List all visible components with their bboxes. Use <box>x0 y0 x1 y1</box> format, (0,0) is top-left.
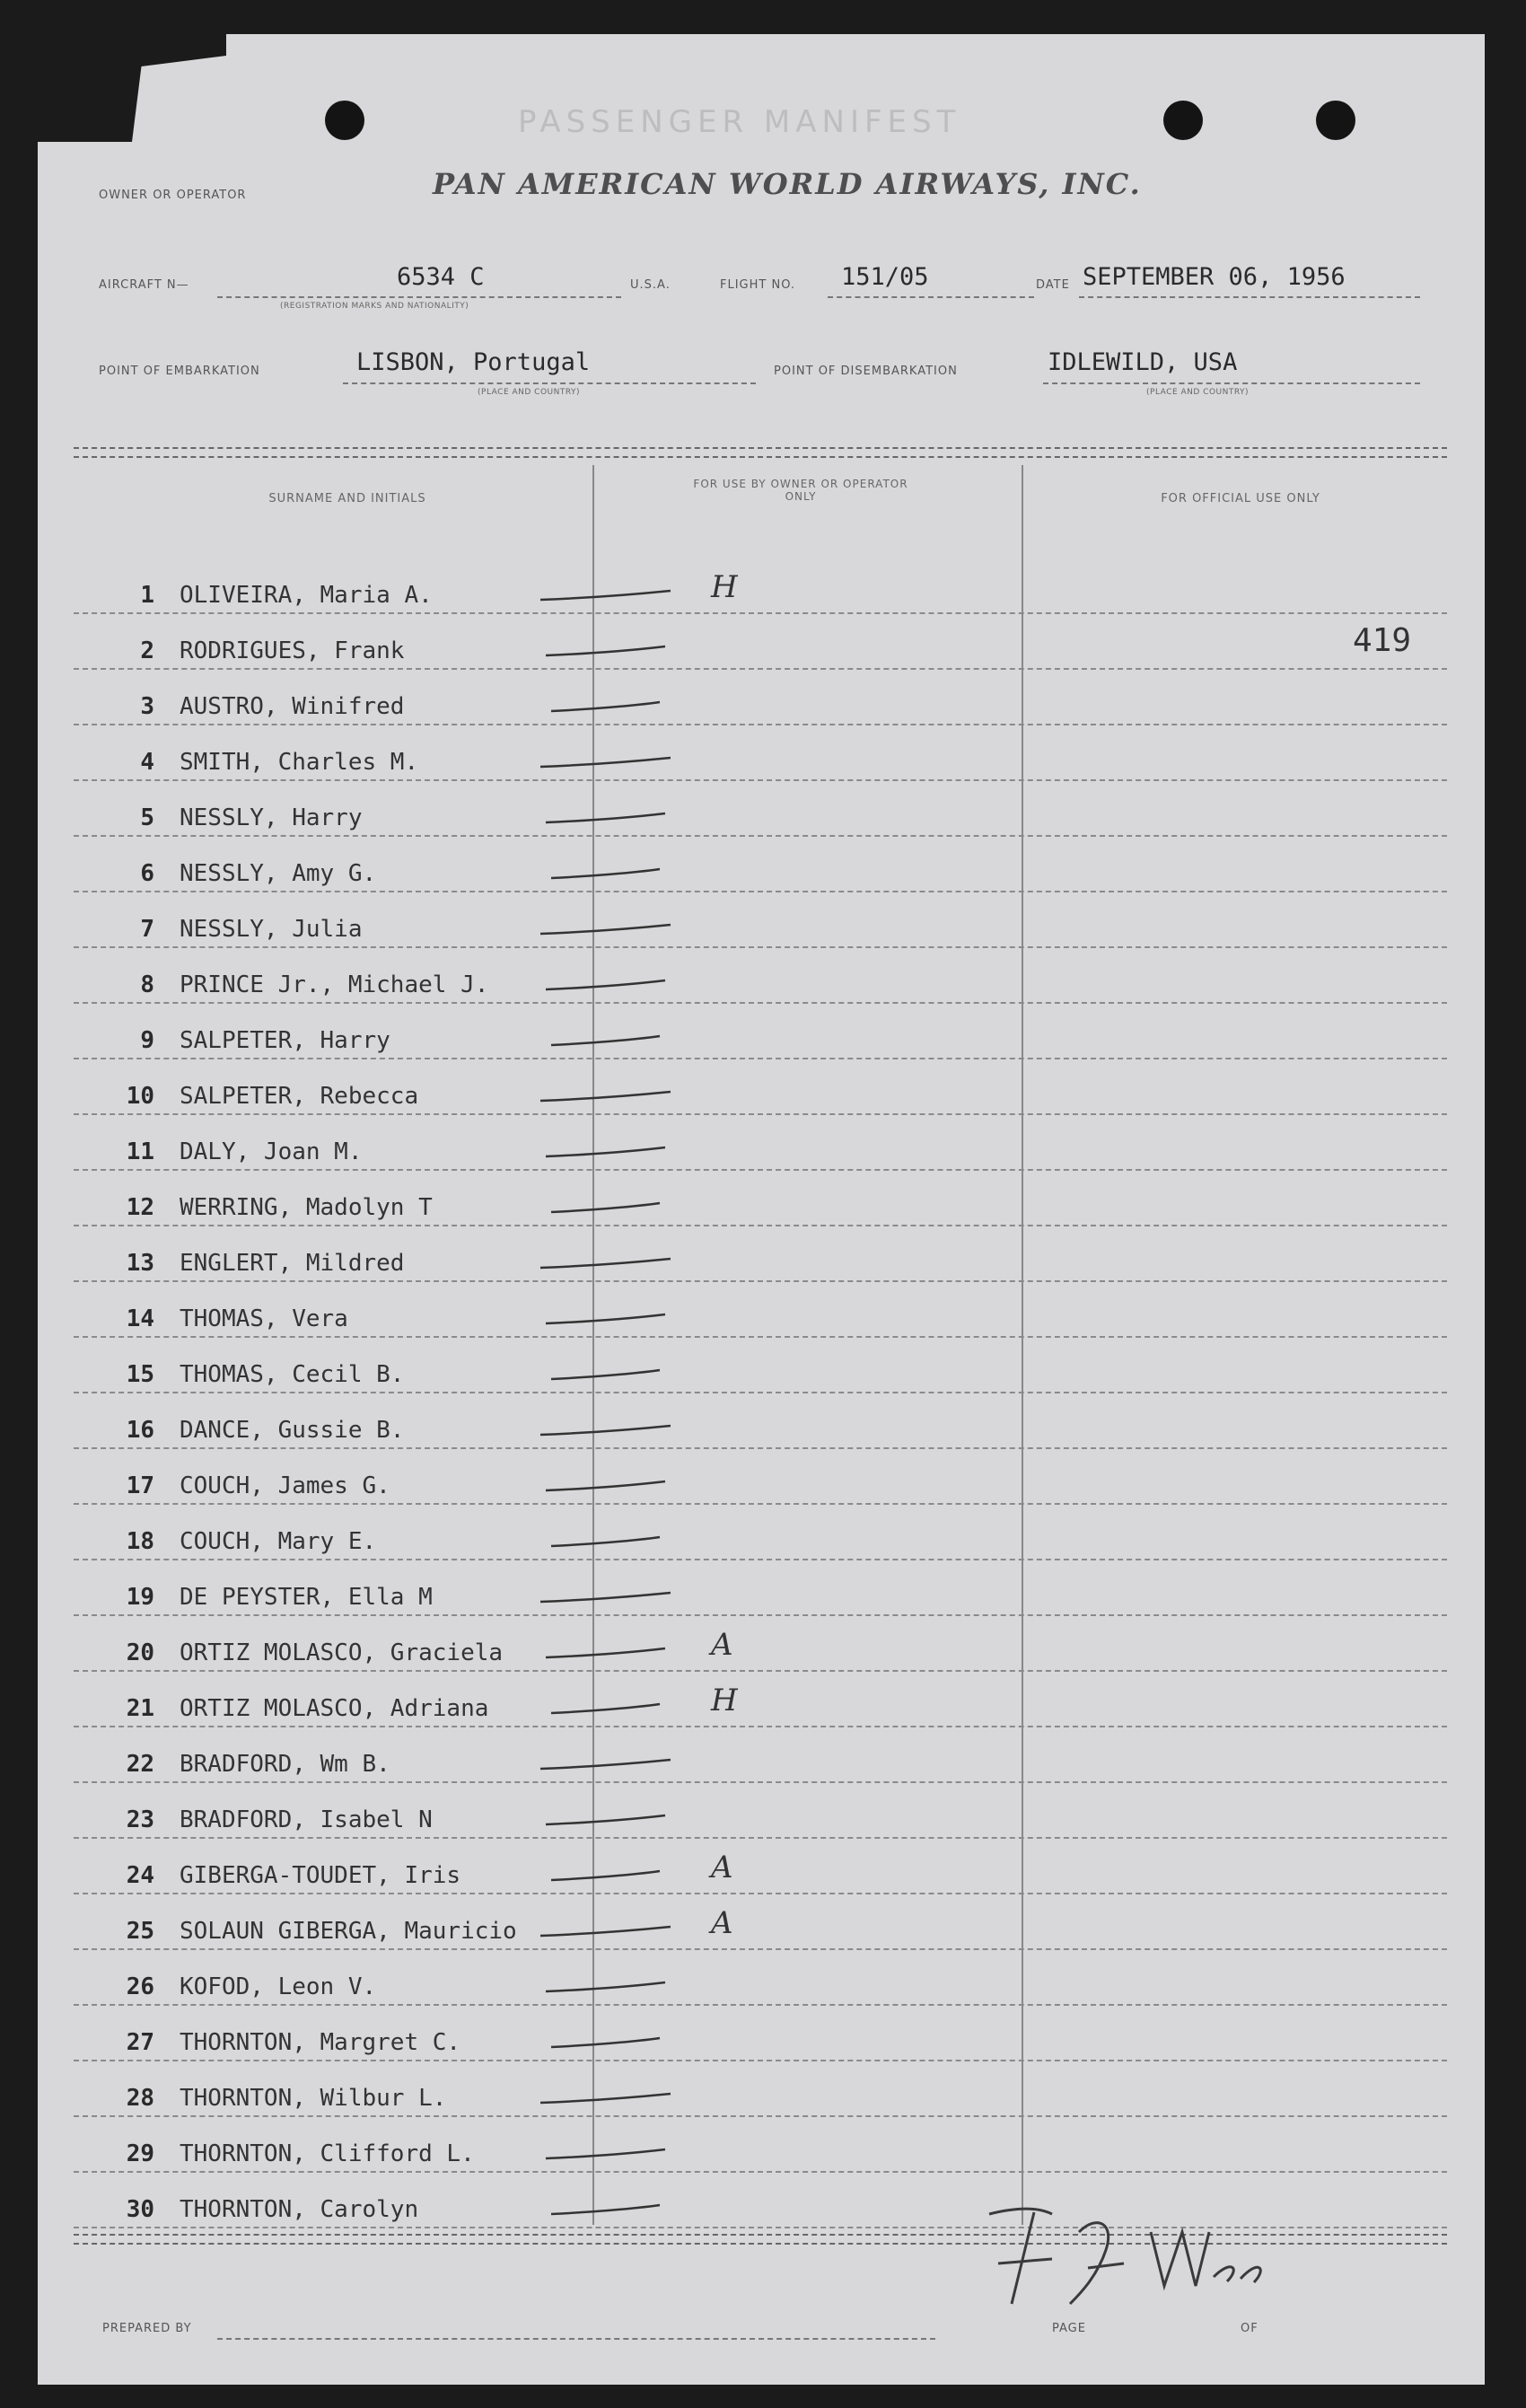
aircraft-label: AIRCRAFT N— <box>99 278 189 292</box>
check-mark <box>536 1025 715 1052</box>
table-row <box>74 557 1447 614</box>
disembark-value: IDLEWILD, USA <box>1048 348 1238 376</box>
table-row <box>74 1113 1447 1171</box>
page-label: PAGE <box>1052 2322 1086 2335</box>
check-mark <box>536 914 715 941</box>
passenger-name: SALPETER, Harry <box>180 1027 390 1054</box>
disembark-label: POINT OF DISEMBARKATION <box>774 365 958 378</box>
check-mark <box>536 580 715 607</box>
table-row <box>74 1280 1447 1338</box>
table-row <box>74 1614 1447 1672</box>
aircraft-underline <box>217 296 621 298</box>
passenger-name: OLIVEIRA, Maria A. <box>180 582 433 609</box>
row-number: 11 <box>126 1138 154 1165</box>
row-number: 23 <box>126 1806 154 1833</box>
passenger-name: SMITH, Charles M. <box>180 749 419 776</box>
row-number: 6 <box>140 860 154 887</box>
column-header-owner: FOR USE BY OWNER OR OPERATOR ONLY <box>693 478 908 503</box>
torn-corner <box>38 34 226 142</box>
passenger-name: NESSLY, Julia <box>180 916 363 943</box>
owner-annotation: H <box>711 1683 738 1718</box>
table-row <box>74 1058 1447 1115</box>
embark-label: POINT OF EMBARKATION <box>99 365 260 378</box>
row-number: 2 <box>140 637 154 664</box>
row-number: 15 <box>126 1361 154 1388</box>
check-mark <box>536 2083 715 2110</box>
check-mark <box>536 1415 715 1442</box>
row-number: 5 <box>140 804 154 831</box>
passenger-name: ENGLERT, Mildred <box>180 1250 405 1277</box>
passenger-name: THOMAS, Vera <box>180 1305 348 1332</box>
check-mark <box>536 1248 715 1275</box>
official-entry: 419 <box>1352 622 1411 659</box>
table-row <box>74 1002 1447 1059</box>
passenger-name: THORNTON, Wilbur L. <box>180 2085 447 2112</box>
check-mark <box>536 2139 715 2166</box>
passenger-name: COUCH, James G. <box>180 1472 390 1499</box>
passenger-name: KOFOD, Leon V. <box>180 1973 377 2000</box>
row-number: 24 <box>126 1862 154 1889</box>
date-value: SEPTEMBER 06, 1956 <box>1083 263 1346 291</box>
disembark-sublabel: (PLACE AND COUNTRY) <box>1146 388 1250 397</box>
passenger-name: PRINCE Jr., Michael J. <box>180 971 489 998</box>
passenger-name: BRADFORD, Wm B. <box>180 1751 390 1778</box>
row-number: 20 <box>126 1639 154 1666</box>
table-row <box>74 1392 1447 1449</box>
table-row <box>74 835 1447 892</box>
table-row <box>74 2060 1447 2117</box>
flight-value: 151/05 <box>841 263 929 291</box>
passenger-name: SALPETER, Rebecca <box>180 1083 419 1110</box>
passenger-name: COUCH, Mary E. <box>180 1528 377 1555</box>
embark-sublabel: (PLACE AND COUNTRY) <box>478 388 581 397</box>
row-number: 14 <box>126 1305 154 1332</box>
check-mark <box>536 1860 715 1887</box>
row-number: 29 <box>126 2140 154 2167</box>
passenger-name: BRADFORD, Isabel N <box>180 1806 433 1833</box>
table-row <box>74 1837 1447 1894</box>
row-number: 10 <box>126 1083 154 1110</box>
owner-annotation: A <box>711 1850 733 1885</box>
check-mark <box>536 1192 715 1219</box>
punch-hole-right-2 <box>1316 101 1355 140</box>
table-row <box>74 1336 1447 1393</box>
table-row <box>74 1893 1447 1950</box>
check-mark <box>536 747 715 774</box>
of-label: OF <box>1241 2322 1259 2335</box>
passenger-name: THOMAS, Cecil B. <box>180 1361 405 1388</box>
check-mark <box>536 1582 715 1609</box>
row-number: 3 <box>140 693 154 720</box>
row-number: 25 <box>126 1918 154 1945</box>
table-row <box>74 1503 1447 1560</box>
row-number: 12 <box>126 1194 154 1221</box>
row-number: 7 <box>140 916 154 943</box>
table-row <box>74 2115 1447 2173</box>
passenger-name: SOLAUN GIBERGA, Mauricio <box>180 1918 517 1945</box>
passenger-name: ORTIZ MOLASCO, Adriana <box>180 1695 489 1722</box>
table-row <box>74 891 1447 948</box>
flight-underline <box>828 296 1034 298</box>
row-number: 1 <box>140 582 154 609</box>
row-number: 19 <box>126 1584 154 1611</box>
passenger-name: THORNTON, Carolyn <box>180 2196 419 2223</box>
table-row <box>74 724 1447 781</box>
passenger-name: NESSLY, Harry <box>180 804 363 831</box>
table-row <box>74 1225 1447 1282</box>
passenger-name: AUSTRO, Winifred <box>180 693 405 720</box>
table-row <box>74 2004 1447 2061</box>
passenger-name: DE PEYSTER, Ella M <box>180 1584 433 1611</box>
check-mark <box>536 1526 715 1553</box>
table-row <box>74 1726 1447 1783</box>
punch-hole-left <box>325 101 364 140</box>
check-mark <box>536 970 715 997</box>
prepared-by-label: PREPARED BY <box>102 2322 192 2335</box>
manifest-page <box>38 34 1485 2385</box>
row-number: 8 <box>140 971 154 998</box>
row-number: 21 <box>126 1695 154 1722</box>
table-row <box>74 1948 1447 2006</box>
check-mark <box>536 803 715 830</box>
row-number: 13 <box>126 1250 154 1277</box>
passenger-name: NESSLY, Amy G. <box>180 860 377 887</box>
check-mark <box>536 1916 715 1943</box>
owner-label: OWNER OR OPERATOR <box>99 189 247 202</box>
passenger-name: DALY, Joan M. <box>180 1138 363 1165</box>
row-number: 18 <box>126 1528 154 1555</box>
check-mark <box>536 1972 715 1999</box>
flight-label: FLIGHT NO. <box>720 278 796 292</box>
check-mark <box>536 1471 715 1498</box>
check-mark <box>536 1749 715 1776</box>
column-header-surname: SURNAME AND INITIALS <box>268 492 426 505</box>
check-mark <box>536 1137 715 1164</box>
row-number: 22 <box>126 1751 154 1778</box>
owner-annotation: A <box>711 1905 733 1941</box>
disembark-underline <box>1043 382 1420 384</box>
check-mark <box>536 1304 715 1331</box>
usa-label: U.S.A. <box>630 278 671 292</box>
check-mark <box>536 2027 715 2054</box>
owner-name: PAN AMERICAN WORLD AIRWAYS, INC. <box>433 167 1142 201</box>
embark-underline <box>343 382 756 384</box>
handwritten-signature <box>971 2196 1312 2313</box>
check-mark <box>536 2194 715 2221</box>
check-mark <box>536 1638 715 1665</box>
check-mark <box>536 691 715 718</box>
row-number: 28 <box>126 2085 154 2112</box>
date-underline <box>1079 296 1420 298</box>
passenger-name: GIBERGA-TOUDET, Iris <box>180 1862 461 1889</box>
check-mark <box>536 1081 715 1108</box>
column-header-official: FOR OFFICIAL USE ONLY <box>1161 492 1320 505</box>
table-row <box>74 1559 1447 1616</box>
header-double-rule <box>74 447 1447 458</box>
check-mark <box>536 1805 715 1832</box>
passenger-name: RODRIGUES, Frank <box>180 637 405 664</box>
passenger-name: DANCE, Gussie B. <box>180 1417 405 1444</box>
table-row <box>74 1781 1447 1839</box>
table-row <box>74 1447 1447 1505</box>
manifest-title: PASSENGER MANIFEST <box>518 104 961 140</box>
check-mark <box>536 1359 715 1386</box>
table-row <box>74 612 1447 670</box>
owner-annotation: H <box>711 569 738 605</box>
row-number: 26 <box>126 1973 154 2000</box>
row-number: 4 <box>140 749 154 776</box>
check-mark <box>536 636 715 663</box>
table-row <box>74 946 1447 1004</box>
aircraft-sublabel: (REGISTRATION MARKS AND NATIONALITY) <box>280 302 469 311</box>
row-number: 30 <box>126 2196 154 2223</box>
aircraft-value: 6534 C <box>397 263 485 291</box>
owner-annotation: A <box>711 1627 733 1663</box>
row-number: 9 <box>140 1027 154 1054</box>
passenger-name: WERRING, Madolyn T <box>180 1194 433 1221</box>
row-number: 17 <box>126 1472 154 1499</box>
table-row <box>74 1169 1447 1226</box>
table-row <box>74 1670 1447 1727</box>
passenger-name: THORNTON, Margret C. <box>180 2029 461 2056</box>
embark-value: LISBON, Portugal <box>356 348 591 376</box>
row-number: 16 <box>126 1417 154 1444</box>
prepared-by-underline <box>217 2338 935 2340</box>
table-row <box>74 668 1447 725</box>
check-mark <box>536 858 715 885</box>
table-row <box>74 779 1447 837</box>
date-label: DATE <box>1036 278 1070 292</box>
check-mark <box>536 1693 715 1720</box>
punch-hole-right-1 <box>1163 101 1203 140</box>
passenger-name: THORNTON, Clifford L. <box>180 2140 475 2167</box>
row-number: 27 <box>126 2029 154 2056</box>
passenger-name: ORTIZ MOLASCO, Graciela <box>180 1639 504 1666</box>
